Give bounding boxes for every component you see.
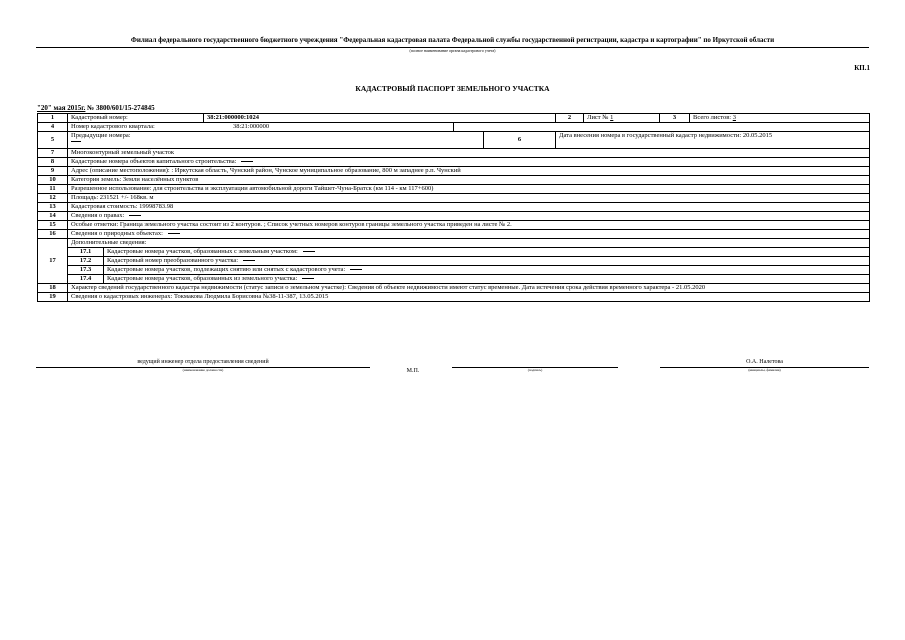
empty-value-dash — [241, 161, 253, 162]
sub-row-content — [104, 248, 870, 257]
sheet-number-value: 1 — [610, 114, 614, 121]
document-title: КАДАСТРОВЫЙ ПАСПОРТ ЗЕМЕЛЬНОГО УЧАСТКА — [355, 84, 550, 93]
organization-name: Филиал федерального государственного бюджетного учреждения "Федеральная кадастровая палата Федеральной службы государственной регистрации, кадастра и картографии" по Иркутской области — [130, 36, 775, 44]
passport-table — [37, 113, 870, 302]
row-text: Кадастровые номера участков, подлежащих снятию или снятых с кадастрового учета: — [107, 266, 346, 273]
table-row — [38, 176, 870, 185]
empty-value-dash — [350, 269, 362, 270]
sub-row-content — [104, 266, 870, 275]
row-number: 18 — [38, 284, 68, 293]
row-number: 11 — [38, 185, 68, 194]
registration-date: Дата внесения номера в государственный кадастр недвижимости: 20.05.2015 — [556, 132, 870, 149]
row-number: 13 — [38, 203, 68, 212]
table-row — [38, 275, 870, 284]
empty-value-dash — [243, 260, 255, 261]
row-number: 5 — [38, 132, 68, 149]
table-row — [38, 248, 870, 257]
sub-row-number: 17.2 — [68, 257, 104, 266]
row-content — [68, 230, 870, 239]
row-text: Кадастровые номера участков, образованных из земельного участка: — [107, 275, 298, 282]
form-code: КП.1 — [854, 64, 870, 72]
row-content — [68, 123, 454, 132]
row-content: Разрешенное использование: для строительства и эксплуатации автомобильной дороги Тайшет-Чуна-Братск (км 114 - км 117+600) — [68, 185, 870, 194]
sheet-number-label: Лист № — [587, 114, 609, 121]
table-row — [38, 167, 870, 176]
document-date: "20" мая 2015г. — [37, 104, 86, 112]
row-number: 4 — [38, 123, 68, 132]
row-text: Кадастровые номера объектов капитального строительства: — [71, 158, 237, 165]
table-row — [38, 158, 870, 167]
row-number: 1 — [38, 114, 68, 123]
signer-name: О.А. Налетова — [746, 359, 783, 365]
row-content — [68, 212, 870, 221]
sub-row-content — [104, 257, 870, 266]
empty-value-dash — [303, 251, 315, 252]
document-number: № 3800/601/15-274845 — [87, 104, 155, 112]
row-number: 17 — [38, 239, 68, 284]
row-blank — [454, 123, 870, 132]
previous-numbers-label: Предыдущие номера: — [71, 132, 131, 139]
row-number: 15 — [38, 221, 68, 230]
row-text: Сведения о природных объектах: — [71, 230, 163, 237]
row-content: Характер сведений государственного кадастра недвижимости (статус записи о земельном участке): Сведения об объекте недвижимости имеют статус временные. Дата истечения срока действия временного характера - 21.05.2020 — [68, 284, 870, 293]
cadastral-number-value: 38:21:000000:1024 — [204, 114, 556, 123]
row-number: 19 — [38, 293, 68, 302]
table-row — [38, 266, 870, 275]
row-number: 10 — [38, 176, 68, 185]
table-row — [38, 203, 870, 212]
row-number: 12 — [38, 194, 68, 203]
table-row — [38, 284, 870, 293]
row-content — [68, 158, 870, 167]
row-content: Адрес (описание местоположения): : Иркутская область, Чунский район, Чунское муниципальное образование, 800 м западнее р.п. Чунский — [68, 167, 870, 176]
row-content: Особые отметки: Граница земельного участка состоит из 2 контуров. ; Список учетных номеров контуров границы земельного участка приведен на листе № 2. — [68, 221, 870, 230]
sub-row-number: 17.1 — [68, 248, 104, 257]
empty-value-dash — [129, 215, 141, 216]
sheet-number-cell — [584, 114, 660, 123]
table-row — [38, 194, 870, 203]
document-date-number — [37, 104, 155, 112]
signer-position: ведущий инженер отдела предоставления сведений — [137, 359, 269, 365]
row-content: Сведения о кадастровых инженерах: Токмакова Людмила Борисовна №38-11-387, 13.05.2015 — [68, 293, 870, 302]
table-row — [38, 257, 870, 266]
signer-position-caption: (наименование должности) — [182, 368, 224, 372]
row-text: Кадастровый номер преобразованного участка: — [107, 257, 239, 264]
row-content: Многоконтурный земельный участок — [68, 149, 870, 158]
signature-caption: (подпись) — [527, 368, 543, 372]
additional-info-header: Дополнительные сведения: — [68, 239, 870, 248]
table-row — [38, 230, 870, 239]
table-row — [38, 132, 870, 149]
signer-name-caption: (инициалы, фамилия) — [748, 368, 781, 372]
sub-row-number: 17.3 — [68, 266, 104, 275]
total-sheets-value: 3 — [732, 114, 736, 121]
organization-caption: (полное наименование органа кадастрового учета) — [409, 48, 496, 53]
table-row — [38, 149, 870, 158]
stamp-place: М.П. — [406, 368, 420, 374]
empty-value-dash — [71, 141, 81, 142]
row-number: 8 — [38, 158, 68, 167]
table-row — [38, 123, 870, 132]
row-number: 16 — [38, 230, 68, 239]
row-number: 3 — [660, 114, 690, 123]
table-row — [38, 185, 870, 194]
row-number: 14 — [38, 212, 68, 221]
table-row — [38, 221, 870, 230]
previous-numbers-cell — [68, 132, 484, 149]
row-number: 2 — [556, 114, 584, 123]
table-row — [38, 293, 870, 302]
row-text: Кадастровые номера участков, образованных с земельным участком: — [107, 248, 298, 255]
row-content: Кадастровая стоимость: 19998783.98 — [68, 203, 870, 212]
quarter-value: 38:21:000000 — [233, 123, 270, 130]
row-content: Площадь: 231521 +/- 168кв. м — [68, 194, 870, 203]
row-number: 7 — [38, 149, 68, 158]
table-row — [38, 212, 870, 221]
cadastral-number-label: Кадастровый номер: — [68, 114, 204, 123]
row-number: 6 — [484, 132, 556, 149]
empty-value-dash — [168, 233, 180, 234]
table-row — [38, 114, 870, 123]
empty-value-dash — [302, 278, 314, 279]
quarter-label: Номер кадастрового квартала: — [71, 123, 155, 130]
total-sheets-cell — [690, 114, 870, 123]
total-sheets-label: Всего листов: — [693, 114, 732, 121]
row-number: 9 — [38, 167, 68, 176]
table-row — [38, 239, 870, 248]
sub-row-number: 17.4 — [68, 275, 104, 284]
row-text: Сведения о правах: — [71, 212, 125, 219]
row-content: Категория земель: Земли населённых пунктов — [68, 176, 870, 185]
sub-row-content — [104, 275, 870, 284]
